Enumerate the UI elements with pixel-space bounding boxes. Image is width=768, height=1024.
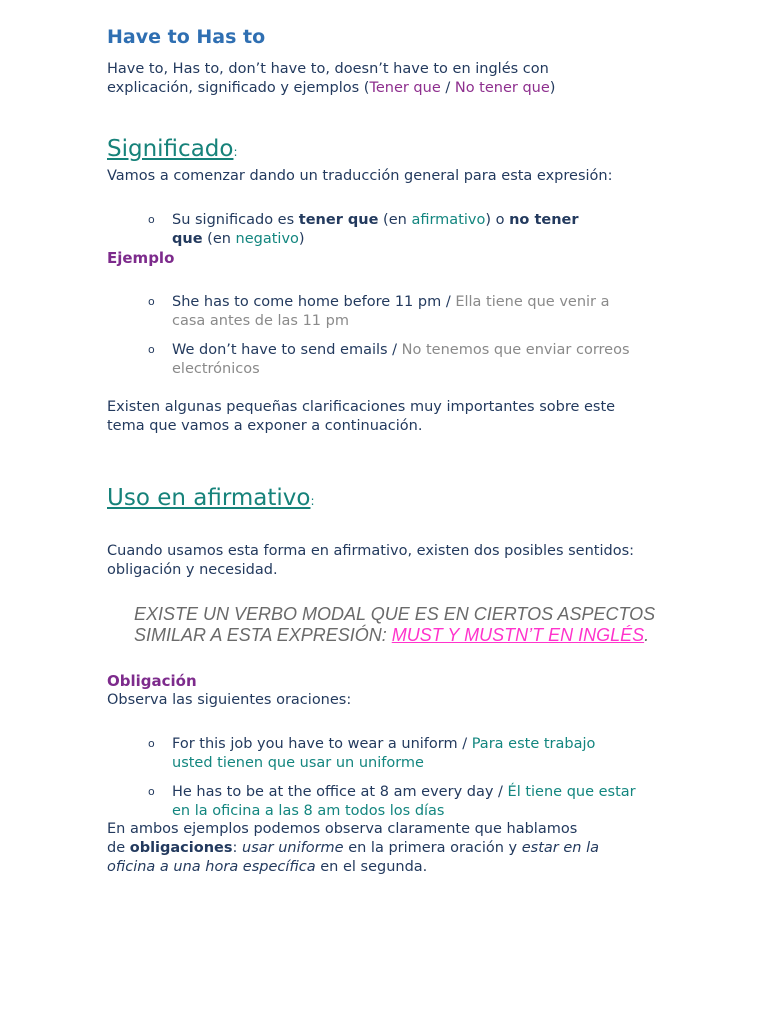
oficina-italic: oficina a una hora específica — [107, 859, 316, 875]
separator: / — [493, 784, 508, 800]
example-line-1 — [172, 341, 630, 360]
intro-line-1: Have to, Has to, don’t have to, doesn’t have to en inglés con — [107, 61, 549, 77]
no-tener-bold: no tener — [509, 212, 579, 228]
separator: / — [441, 294, 456, 310]
example-english: We don’t have to send emails — [172, 342, 388, 358]
obligaciones-bold: obligaciones — [129, 840, 233, 856]
estar-en-la-italic: estar en la — [521, 840, 599, 856]
uso-heading: Uso en afirmativo — [107, 485, 311, 511]
example-line-2: en la oficina a las 8 am todos los días — [172, 803, 445, 819]
paragraph-line — [107, 839, 599, 858]
example-english: For this job you have to wear a uniform — [172, 736, 458, 752]
que-bold: que — [172, 231, 203, 247]
circle-bullet-icon: o — [148, 785, 155, 798]
example-line-2: usted tienen que usar un uniforme — [172, 755, 424, 771]
meaning-line-1 — [172, 211, 579, 230]
uso-description — [107, 542, 634, 580]
paragraph-line: En ambos ejemplos podemos observa claramente que hablamos — [107, 821, 578, 837]
closing-paragraph — [107, 820, 599, 877]
example-line-1 — [172, 293, 610, 312]
example-spanish: No tenemos que enviar correos — [401, 342, 630, 358]
no-tener-que-term: No tener que — [454, 80, 550, 96]
paragraph-line: obligación y necesidad. — [107, 562, 278, 578]
tener-que-term: Tener que — [369, 80, 441, 96]
closing-text: : — [232, 840, 242, 856]
example-line-2: electrónicos — [172, 361, 260, 377]
observa-text: Observa las siguientes oraciones: — [107, 692, 352, 708]
paragraph-line: Existen algunas pequeñas clarificaciones muy importantes sobre este — [107, 399, 616, 415]
afirmativo-term: afirmativo — [411, 212, 486, 228]
closing-text: en el segunda. — [315, 859, 428, 875]
paragraph-line: Cuando usamos esta forma en afirmativo, existen dos posibles sentidos: — [107, 543, 635, 559]
separator: / — [440, 80, 455, 96]
example-english: She has to come home before 11 pm — [172, 294, 442, 310]
callout-line-1: EXISTE UN VERBO MODAL QUE ES EN CIERTOS ASPECTOS — [134, 604, 656, 624]
negativo-term: negativo — [235, 231, 299, 247]
meaning-line-2 — [172, 230, 579, 249]
circle-bullet-icon: o — [148, 213, 155, 226]
significado-heading: Significado — [107, 136, 234, 162]
example-line-1 — [172, 783, 636, 802]
circle-bullet-icon: o — [148, 737, 155, 750]
callout-text: SIMILAR A ESTA EXPRESIÓN: — [134, 625, 392, 645]
heading-colon: : — [233, 145, 238, 159]
intro-line-2 — [107, 79, 555, 98]
meaning-text: (en — [378, 212, 412, 228]
circle-bullet-icon: o — [148, 295, 155, 308]
intro-text: explicación, significado y ejemplos ( — [107, 80, 370, 96]
usar-uniforme-italic: usar uniforme — [242, 840, 344, 856]
example-spanish: Ella tiene que venir a — [455, 294, 610, 310]
example-english: He has to be at the office at 8 am every day — [172, 784, 494, 800]
intro-paragraph — [107, 60, 555, 98]
separator: / — [387, 342, 402, 358]
paragraph-line: tema que vamos a exponer a continuación. — [107, 418, 423, 434]
meaning-text: Su significado es — [172, 212, 299, 228]
paragraph-line — [107, 858, 599, 877]
callout-line-2 — [134, 625, 655, 646]
circle-bullet-icon: o — [148, 343, 155, 356]
ejemplo-subheading: Ejemplo — [107, 249, 175, 267]
example-spanish: Él tiene que estar — [507, 784, 636, 800]
example-spanish: Para este trabajo — [471, 736, 596, 752]
must-mustnt-link[interactable]: MUST Y MUSTN’T EN INGLÉS — [391, 625, 645, 645]
tener-que-bold: tener que — [298, 212, 379, 228]
page-title: Have to Has to — [107, 26, 266, 48]
meaning-text: (en — [202, 231, 236, 247]
clarification-paragraph — [107, 398, 615, 436]
obligacion-subheading: Obligación — [107, 672, 197, 690]
callout-period: . — [644, 625, 650, 645]
uso-section-heading — [107, 485, 315, 511]
meaning-text: ) o — [485, 212, 510, 228]
example-line-1 — [172, 735, 595, 754]
closing-text: de — [107, 840, 130, 856]
separator: / — [457, 736, 472, 752]
significado-section-heading — [107, 136, 238, 162]
intro-close: ) — [549, 80, 556, 96]
significado-description: Vamos a comenzar dando un traducción general para esta expresión: — [107, 168, 613, 184]
modal-verb-callout — [134, 604, 655, 646]
example-line-2: casa antes de las 11 pm — [172, 313, 349, 329]
heading-colon: : — [310, 494, 315, 508]
meaning-text: ) — [298, 231, 305, 247]
closing-text: en la primera oración y — [343, 840, 522, 856]
